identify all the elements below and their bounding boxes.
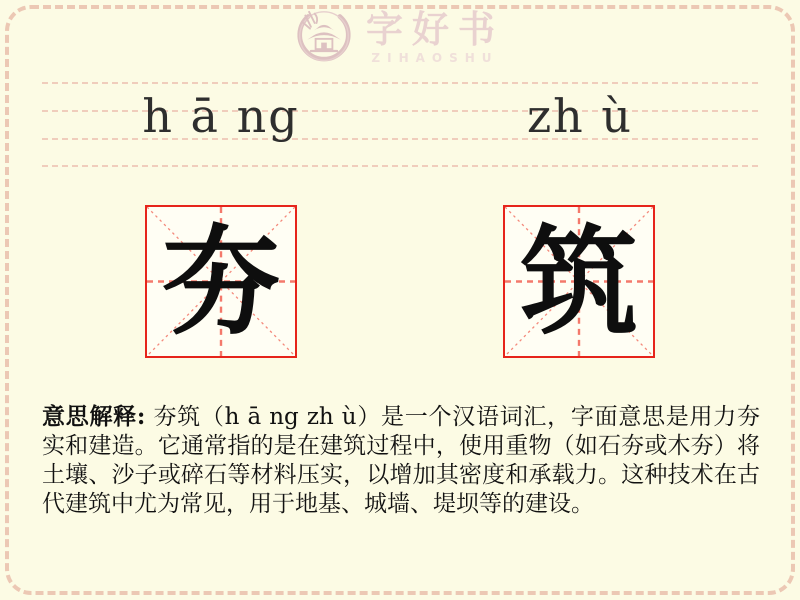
pinyin-hang: h ā ng xyxy=(142,89,300,143)
pavilion-emblem-icon xyxy=(296,8,352,66)
character-box-hang xyxy=(145,205,297,358)
brand-text xyxy=(366,6,504,66)
brand-romanized: ZIHAOSHU xyxy=(371,51,499,66)
pinyin-zhu: zh ù xyxy=(526,89,634,143)
character-zhu: 筑 xyxy=(519,211,638,351)
meaning-paragraph xyxy=(42,402,760,519)
brand-logo xyxy=(0,8,800,66)
character-hang: 夯 xyxy=(161,211,280,351)
brand-name: 字好书 xyxy=(366,6,504,51)
pinyin-guide-line xyxy=(42,82,758,84)
meaning-text: 夯筑（h ā ng zh ù）是一个汉语词汇，字面意思是用力夯实和建造。它通常指的是在建筑过程中，使用重物（如石夯或木夯）将土壤、沙子或碎石等材料压实，以增加其密度和承载力。这种技术在古代建筑中尤为常见，用于地基、城墙、堤坝等的建设。 xyxy=(42,404,760,517)
meaning-label: 意思解释: xyxy=(42,403,146,430)
character-box-zhu xyxy=(503,205,655,358)
pinyin-guide-line xyxy=(42,165,758,167)
